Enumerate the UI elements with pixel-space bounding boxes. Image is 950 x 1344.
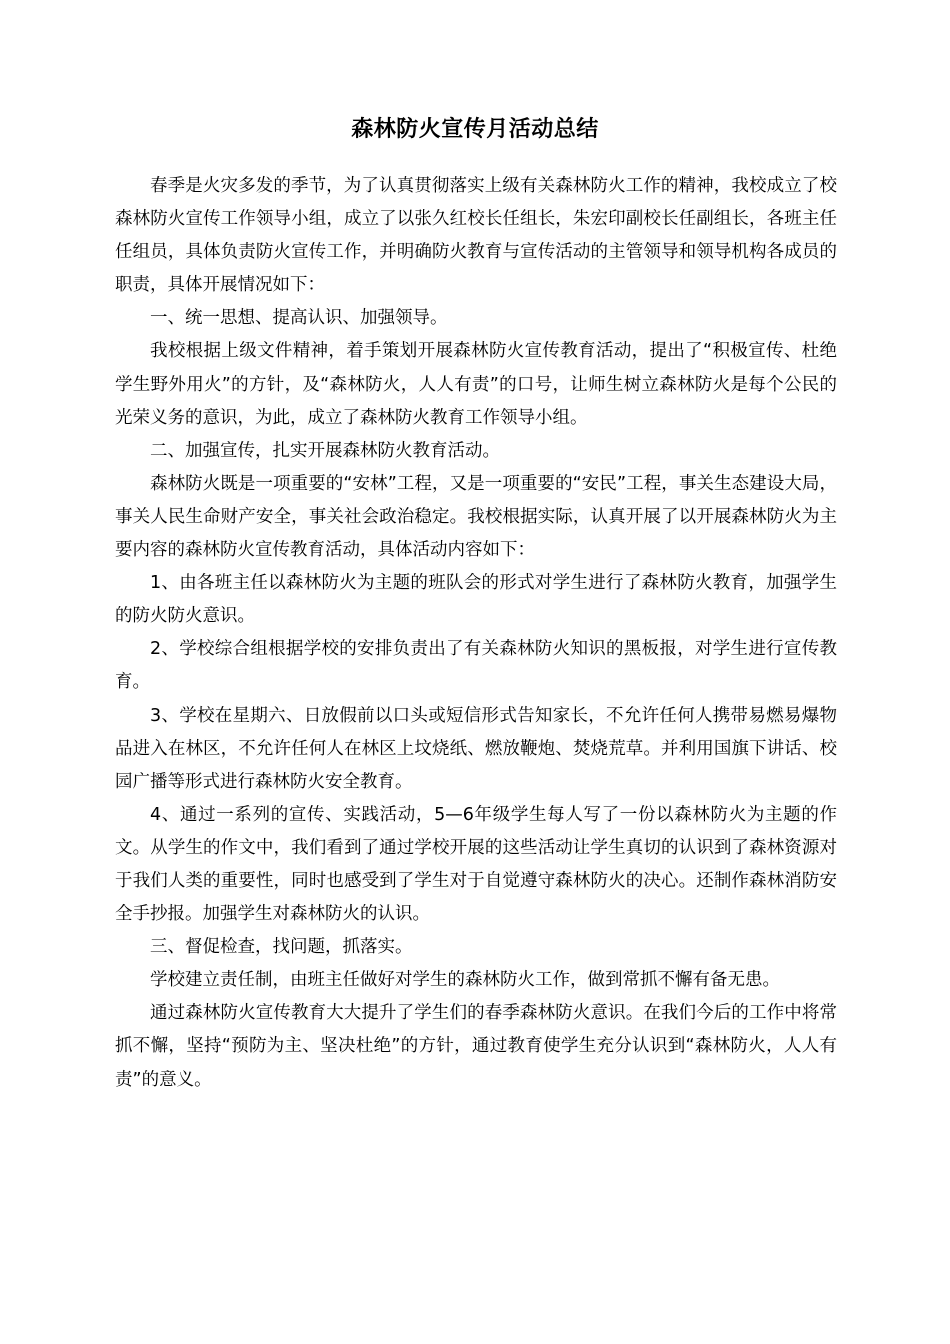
section-heading-2: 二、加强宣传，扎实开展森林防火教育活动。: [150, 440, 500, 461]
paragraph-section-1: 我校根据上级文件精神，着手策划开展森林防火宣传教育活动，提出了“积极宣传、杜绝学生野外用火”的方针，及“森林防火，人人有责”的口号，让师生树立森林防火是每个公民的光荣义务的意识，为此，成立了森林防火教育工作领导小组。: [115, 341, 837, 428]
paragraph-intro: 春季是火灾多发的季节，为了认真贯彻落实上级有关森林防火工作的精神，我校成立了校森林防火宣传工作领导小组，成立了以张久红校长任组长，朱宏印副校长任副组长，各班主任任组员，具体负责防火宣传工作，并明确防火教育与宣传活动的主管领导和领导机构各成员的职责，具体开展情况如下：: [115, 176, 837, 296]
list-item-4: 4、通过一系列的宣传、实践活动，5—6年级学生每人写了一份以森林防火为主题的作文。从学生的作文中，我们看到了通过学校开展的这些活动让学生真切的认识到了森林资源对于我们人类的重要性，同时也感受到了学生对于自觉遵守森林防火的决心。还制作森林消防安全手抄报。加强学生对森林防火的认识。: [115, 804, 837, 925]
paragraph-conclusion: 通过森林防火宣传教育大大提升了学生们的春季森林防火意识。在我们今后的工作中将常抓不懈，坚持“预防为主、坚决杜绝”的方针，通过教育使学生充分认识到“森林防火，人人有责”的意义。: [115, 1003, 837, 1090]
section-heading-3: 三、督促检查，找问题，抓落实。: [150, 937, 413, 958]
list-item-2: 2、学校综合组根据学校的安排负责出了有关森林防火知识的黑板报，对学生进行宣传教育。: [115, 639, 837, 693]
document-body: [115, 170, 837, 1097]
document-title: 森林防火宣传月活动总结: [351, 117, 599, 142]
list-item-3: 3、学校在星期六、日放假前以口头或短信形式告知家长，不允许任何人携带易燃易爆物品进入在林区，不允许任何人在林区上坟烧纸、燃放鞭炮、焚烧荒草。并利用国旗下讲话、校园广播等形式进行森林防火安全教育。: [115, 705, 837, 792]
paragraph-section-3: 学校建立责任制，由班主任做好对学生的森林防火工作，做到常抓不懈有备无患。: [150, 970, 780, 991]
list-item-1: 1、由各班主任以森林防火为主题的班队会的形式对学生进行了森林防火教育，加强学生的防火防火意识。: [115, 573, 837, 627]
paragraph-section-2: 森林防火既是一项重要的“安林”工程，又是一项重要的“安民”工程，事关生态建设大局，事关人民生命财产安全，事关社会政治稳定。我校根据实际，认真开展了以开展森林防火为主要内容的森林防火宣传教育活动，具体活动内容如下：: [115, 473, 837, 561]
section-heading-1: 一、统一思想、提高认识、加强领导。: [150, 308, 448, 329]
